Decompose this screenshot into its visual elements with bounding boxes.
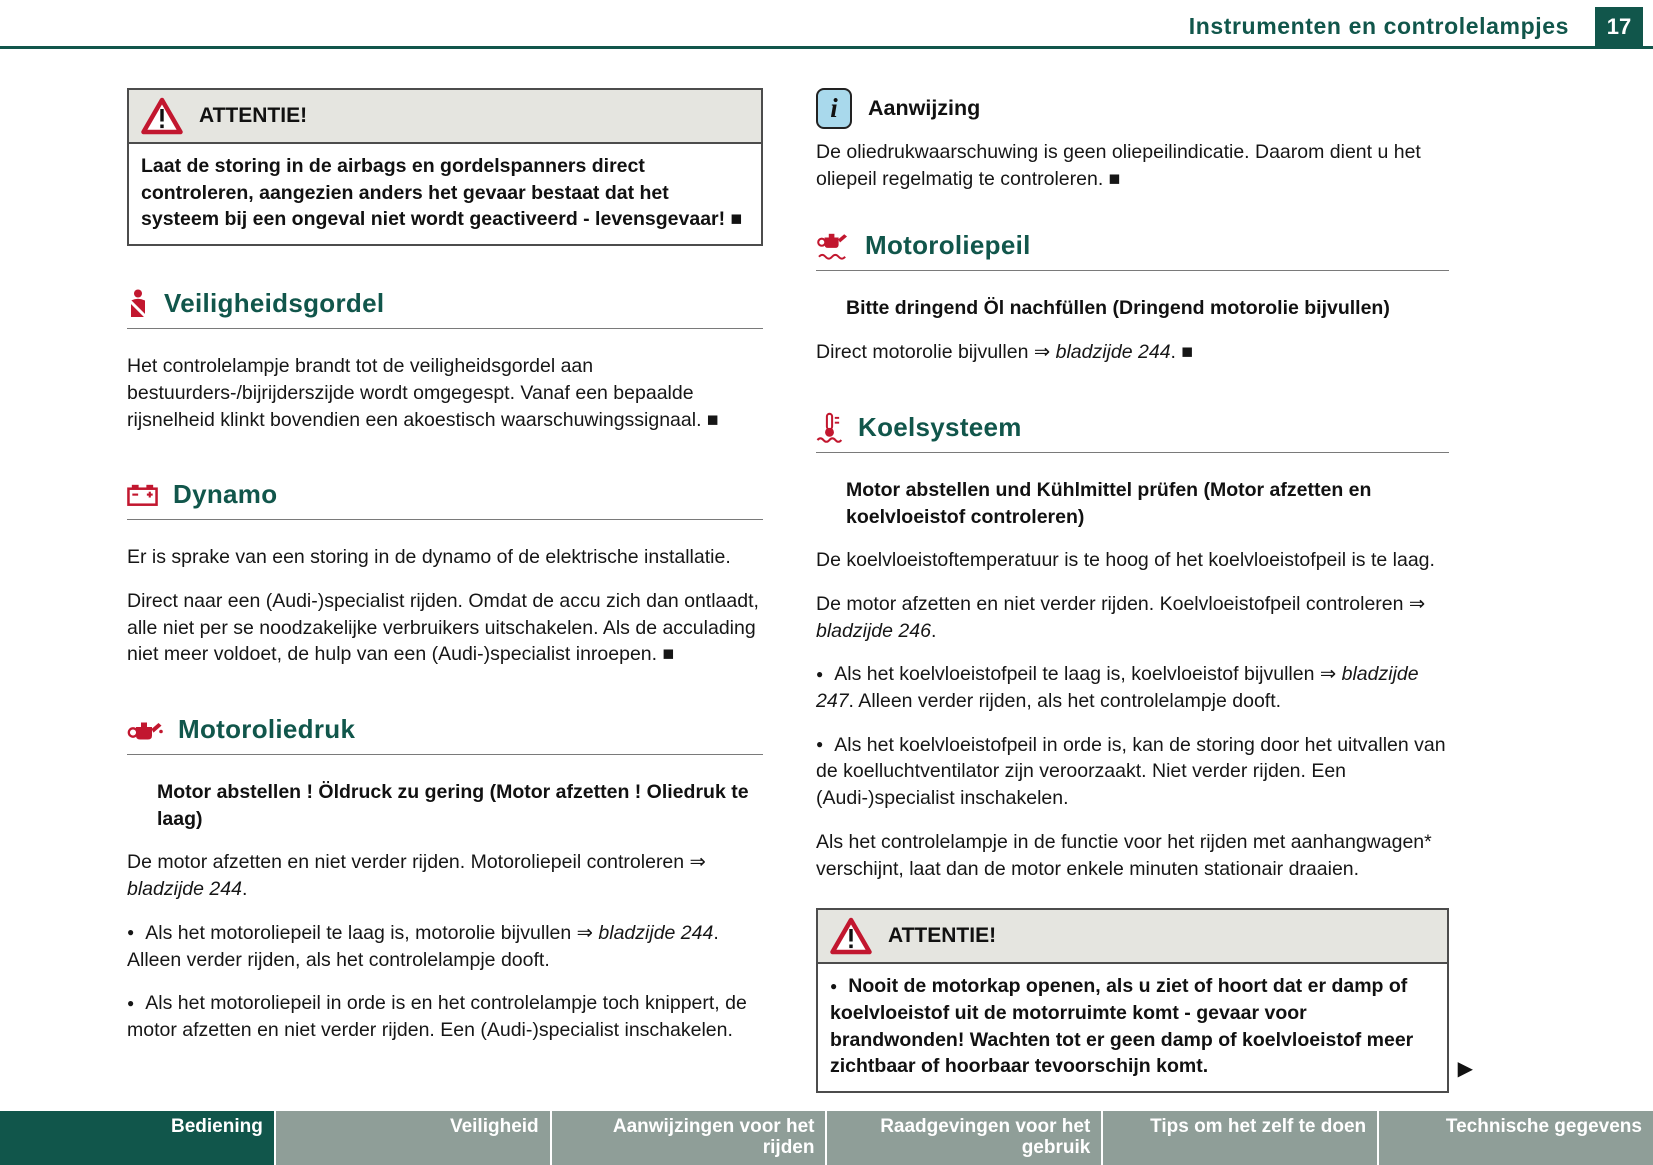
bullet-icon: ● (816, 737, 824, 752)
section-subheading: Motor abstellen ! Öldruck zu gering (Motor afzetten ! Oliedruk te laag) (157, 781, 749, 830)
section-dynamo (127, 479, 763, 668)
page-ref-arrow: ⇒ (1319, 663, 1337, 686)
page-ref-arrow: ⇒ (1033, 341, 1051, 364)
page-ref-arrow: ⇒ (576, 921, 593, 944)
footer-tab-veiligheid[interactable]: Veiligheid (274, 1111, 550, 1165)
section-motoroliepeil (816, 230, 1449, 365)
section-title: Koelsysteem (858, 411, 1022, 442)
paragraph: Het controlelampje brandt tot de veiligheidsgordel aan bestuurders-/bijrijderszijde wordt omgegespt. Vanaf een bepaalde rijsnelheid klinkt bovendien een akoestisch waarschuwingssignaal. ■ (127, 355, 719, 431)
left-column (127, 88, 763, 1061)
page-title: Instrumenten en controlelampjes (1188, 13, 1569, 39)
section-title: Dynamo (173, 479, 278, 510)
paragraph: Er is sprake van een storing in de dynamo of de elektrische installatie. (127, 546, 731, 569)
page-number: 17 (1595, 7, 1643, 46)
paragraph: Direct motorolie bijvullen ⇒ bladzijde 244. ■ (816, 341, 1194, 364)
paragraph: De koelvloeistoftemperatuur is te hoog of het koelvloeistofpeil is te laag. (816, 549, 1435, 572)
section-subheading: Motor abstellen und Kühlmittel prüfen (Motor afzetten en koelvloeistof controleren) (846, 478, 1372, 528)
paragraph: De oliedrukwaarschuwing is geen oliepeilindicatie. Daarom dient u het oliepeil regelmatig te controleren. ■ (816, 141, 1421, 190)
oil-level-icon (816, 231, 850, 260)
header-divider (0, 46, 1653, 49)
section-motoroliedruk (127, 714, 763, 1044)
bullet-item: ● Als het koelvloeistofpeil te laag is, koelvloeistof bijvullen ⇒ bladzijde 247. Alleen verder rijden, als het controlelampje dooft. (816, 663, 1419, 713)
page-ref: bladzijde 247 (816, 663, 1419, 713)
page-ref-arrow: ⇒ (1408, 592, 1426, 615)
info-icon: i (816, 88, 852, 129)
right-column (816, 88, 1473, 1093)
page-ref-arrow: ⇒ (689, 851, 706, 874)
section-title: Motoroliepeil (865, 230, 1031, 261)
attention-box-wrapper (816, 908, 1473, 1093)
page-ref: bladzijde 244 (127, 878, 242, 901)
coolant-thermometer-icon (816, 412, 843, 443)
footer-tab-raadgevingen-voor-het-gebruik[interactable]: Raadgevingen voor het gebruik (825, 1111, 1101, 1165)
attention-title: ATTENTIE! (199, 104, 308, 127)
continuation-arrow-icon: ▶ (1457, 1058, 1473, 1081)
bullet-icon: ● (127, 995, 135, 1010)
section-subheading: Bitte dringend Öl nachfüllen (Dringend motorolie bijvullen) (846, 297, 1390, 320)
bullet-icon: ● (127, 925, 135, 940)
section-koelsysteem (816, 412, 1449, 882)
attention-body: ● Nooit de motorkap openen, als u ziet of hoort dat er damp of koelvloeistof uit de motorruimte komt - gevaar voor brandwonden! Wachten tot er geen damp of koelvloeistof meer zichtbaar of hoorbaar tevoorschijn komt. (830, 975, 1414, 1078)
warning-triangle-icon (830, 917, 872, 955)
note-title: Aanwijzing (868, 96, 981, 120)
section-veiligheidsgordel (127, 288, 763, 433)
section-heading (127, 288, 763, 329)
section-title: Veiligheidsgordel (164, 288, 385, 319)
page-ref: bladzijde 246 (816, 619, 931, 642)
paragraph: De motor afzetten en niet verder rijden. Motoroliepeil controleren ⇒ bladzijde 244. (127, 851, 706, 901)
battery-icon (127, 483, 158, 507)
section-heading (816, 230, 1449, 271)
bullet-item: ● Als het motoroliepeil te laag is, motorolie bijvullen ⇒ bladzijde 244. Alleen verder rijden, als het controlelampje dooft. (127, 921, 719, 971)
paragraph: Direct naar een (Audi-)specialist rijden. Omdat de accu zich dan ontlaadt, alle niet per se noodzakelijke verbruikers uitschakelen. Als de acculading niet meer voldoet, de hulp van een (Audi-)specialist inroepen. ■ (127, 589, 759, 666)
oil-can-icon (127, 718, 163, 742)
aanwijzing-note (816, 88, 1449, 192)
attention-box-header (818, 910, 1447, 964)
page-ref: bladzijde 244 (598, 921, 714, 944)
seatbelt-icon (127, 289, 149, 319)
note-header (816, 88, 1449, 129)
footer-tab-tips-om-het-zelf-te-doen[interactable]: Tips om het zelf te doen (1101, 1111, 1377, 1165)
bullet-icon: ● (816, 666, 824, 681)
section-heading (127, 479, 763, 520)
section-heading (127, 714, 763, 755)
footer-tab-bar (0, 1111, 1653, 1165)
section-heading (816, 412, 1449, 453)
footer-tab-aanwijzingen-voor-het-rijden[interactable]: Aanwijzingen voor het rijden (550, 1111, 826, 1165)
section-title: Motoroliedruk (178, 714, 356, 745)
paragraph: De motor afzetten en niet verder rijden. Koelvloeistofpeil controleren ⇒ bladzijde 246. (816, 592, 1426, 642)
page-ref: bladzijde 244 (1055, 341, 1171, 364)
bullet-icon: ● (830, 978, 838, 993)
attention-box (127, 88, 763, 246)
warning-triangle-icon (141, 97, 183, 135)
attention-title: ATTENTIE! (888, 924, 997, 948)
attention-box-header (129, 90, 761, 144)
attention-box (816, 908, 1449, 1093)
footer-tab-technische-gegevens[interactable]: Technische gegevens (1377, 1111, 1653, 1165)
paragraph: Als het controlelampje in de functie voor het rijden met aanhangwagen* verschijnt, laat dan de motor enkele minuten stationair draaien. (816, 830, 1432, 880)
bullet-item: ● Als het koelvloeistofpeil in orde is, kan de storing door het uitvallen van de koelluchtventilator zijn veroorzaakt. Niet verder rijden. Een (Audi-)specialist inschakelen. (816, 733, 1446, 810)
attention-body: Laat de storing in de airbags en gordelspanners direct controleren, aangezien anders het gevaar bestaat dat het systeem bij een ongeval niet wordt geactiveerd - levensgevaar! ■ (141, 155, 743, 231)
bullet-item: ● Als het motoroliepeil in orde is en het controlelampje toch knippert, de motor afzetten en niet verder rijden. Een (Audi-)specialist inschakelen. (127, 992, 747, 1041)
footer-tab-bediening[interactable]: Bediening (0, 1111, 274, 1165)
